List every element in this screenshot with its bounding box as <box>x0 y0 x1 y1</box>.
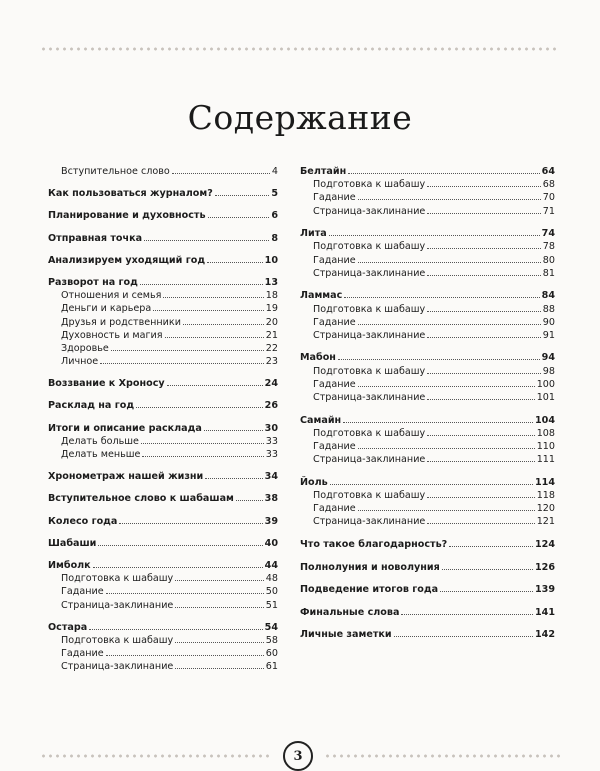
toc-entry-title: Гадание <box>313 378 356 390</box>
toc-subentry <box>300 427 555 440</box>
toc-entry-page: 141 <box>534 606 555 618</box>
toc-entry-page: 5 <box>271 188 278 200</box>
toc-section-entry <box>48 621 278 634</box>
toc-entry-title: Страница-заклинание <box>313 205 426 217</box>
toc-entry-title: Страница-заклинание <box>313 516 426 528</box>
toc-subentry <box>300 515 555 528</box>
toc-entry-title: Подготовка к шабашу <box>313 365 426 377</box>
toc-subentry <box>300 489 555 502</box>
dot-leader <box>144 240 269 241</box>
dot-leader <box>338 359 540 360</box>
toc-entry-title: Личное <box>61 356 99 368</box>
toc-entry-title: Ламмас <box>300 290 343 302</box>
dot-leader <box>236 500 263 501</box>
dot-leader <box>167 385 263 386</box>
dot-leader <box>93 567 263 568</box>
toc-entry-title: Здоровье <box>61 342 109 354</box>
toc-entry-title: Гадание <box>313 503 356 515</box>
toc-entry-title: Гадание <box>61 586 104 598</box>
dot-leader <box>204 430 263 431</box>
toc-entry-page: 60 <box>265 648 278 660</box>
toc-section-entry <box>300 476 555 489</box>
toc-entry-page: 111 <box>536 454 555 466</box>
toc-entry-page: 88 <box>542 303 555 315</box>
toc-subentry <box>300 205 555 218</box>
toc-entry-title: Страница-заклинание <box>313 329 426 341</box>
toc-entry-title: Страница-заклинание <box>313 392 426 404</box>
toc-entry-title: Хронометраж нашей жизни <box>48 471 204 483</box>
toc-section-entry <box>48 559 278 572</box>
toc-entry-title: Гадание <box>313 441 356 452</box>
toc-entry-page: 139 <box>534 584 555 596</box>
dot-leader <box>183 324 264 325</box>
toc-entry-page: 30 <box>264 422 278 434</box>
dot-leader <box>358 262 541 263</box>
dot-leader <box>442 569 533 570</box>
toc-entry-page: 120 <box>536 503 555 515</box>
dot-leader <box>205 478 262 479</box>
toc-entry-page: 100 <box>536 378 555 390</box>
toc-subentry <box>48 448 278 461</box>
dot-leader <box>119 523 262 524</box>
toc-entry-title: Гадание <box>61 648 104 660</box>
dot-leader <box>358 386 535 387</box>
toc-entry-title: Страница-заклинание <box>61 661 174 673</box>
dot-leader <box>330 484 533 485</box>
toc-subentry <box>48 647 278 660</box>
dot-leader <box>427 186 541 187</box>
dot-leader <box>175 607 263 608</box>
toc-entry-page: 4 <box>271 166 278 177</box>
toc-entry-title: Подготовка к шабашу <box>313 303 426 315</box>
dot-leader <box>449 546 533 547</box>
toc-entry-page: 21 <box>265 329 278 341</box>
toc-section-entry <box>300 606 555 619</box>
dot-leader <box>140 284 263 285</box>
toc-right-column <box>300 165 555 641</box>
toc-entry-page: 38 <box>264 493 278 505</box>
toc-entry-page: 71 <box>542 205 555 217</box>
toc-entry-page: 19 <box>265 303 278 315</box>
toc-entry-page: 91 <box>542 329 555 341</box>
toc-entry-page: 10 <box>264 254 278 266</box>
toc-entry-title: Подведение итогов года <box>300 584 439 596</box>
dot-leader <box>394 636 533 637</box>
dot-leader <box>106 593 264 594</box>
toc-section-entry <box>300 538 555 551</box>
toc-entry-title: Мабон <box>300 352 336 364</box>
toc-entry-page: 18 <box>265 290 278 302</box>
toc-entry-title: Подготовка к шабашу <box>313 241 426 253</box>
dot-leader <box>427 373 541 374</box>
dot-leader <box>427 399 534 400</box>
toc-subentry <box>300 440 555 453</box>
toc-entry-title: Подготовка к шабашу <box>61 634 174 646</box>
toc-subentry <box>48 302 278 315</box>
toc-entry-title: Личные заметки <box>300 629 392 641</box>
dot-leader <box>163 297 263 298</box>
toc-subentry <box>48 329 278 342</box>
toc-entry-title: Отношения и семья <box>61 290 162 302</box>
toc-section-entry <box>48 254 278 267</box>
toc-entry-page: 124 <box>534 538 555 550</box>
toc-entry-title: Подготовка к шабашу <box>313 489 426 501</box>
toc-entry-page: 26 <box>264 400 278 412</box>
toc-section-entry <box>300 414 555 427</box>
toc-entry-page: 94 <box>541 352 555 364</box>
toc-entry-page: 142 <box>534 629 555 641</box>
dot-leader <box>98 545 262 546</box>
toc-entry-page: 58 <box>265 634 278 646</box>
dot-leader <box>172 173 270 174</box>
toc-section-entry <box>48 537 278 550</box>
toc-section-entry <box>300 289 555 302</box>
toc-entry-page: 33 <box>265 435 278 447</box>
dot-leader <box>427 461 534 462</box>
toc-entry-title: Белтайн <box>300 166 347 177</box>
toc-entry-title: Что такое благодарность? <box>300 538 448 550</box>
toc-entry-title: Полнолуния и новолуния <box>300 561 440 573</box>
dot-leader <box>427 497 534 498</box>
dot-leader <box>427 435 534 436</box>
toc-entry-page: 114 <box>534 476 555 488</box>
toc-subentry <box>48 634 278 647</box>
toc-entry-title: Итоги и описание расклада <box>48 422 202 434</box>
toc-entry-page: 33 <box>265 449 278 460</box>
toc-entry-title: Вступительное слово <box>61 166 170 177</box>
toc-subentry <box>300 502 555 515</box>
dot-leader <box>427 213 540 214</box>
toc-entry-page: 64 <box>541 166 555 177</box>
toc-entry-page: 22 <box>265 342 278 354</box>
dot-leader <box>427 337 540 338</box>
toc-section-entry <box>300 583 555 596</box>
toc-entry-title: Друзья и родственники <box>61 316 181 328</box>
toc-entry-page: 110 <box>536 441 555 452</box>
toc-subentry <box>300 378 555 391</box>
dot-leader <box>106 655 264 656</box>
toc-entry-title: Лита <box>300 228 327 240</box>
toc-section-entry <box>48 422 278 435</box>
toc-subentry <box>48 585 278 598</box>
toc-subentry <box>48 289 278 302</box>
toc-entry-page: 13 <box>264 276 278 288</box>
dot-leader <box>358 324 541 325</box>
toc-subentry <box>300 254 555 267</box>
top-dotted-border <box>40 47 560 51</box>
dot-leader <box>344 297 539 298</box>
toc-entry-page: 23 <box>265 356 278 368</box>
toc-section-entry <box>48 470 278 483</box>
toc-entry-page: 81 <box>542 267 555 279</box>
toc-subentry <box>300 267 555 280</box>
toc-entry-page: 54 <box>264 621 278 633</box>
dot-leader <box>89 629 262 630</box>
bottom-dotted-border-right <box>324 754 560 758</box>
toc-section-entry <box>300 227 555 240</box>
page-number: 3 <box>293 748 303 764</box>
toc-section-entry <box>300 628 555 641</box>
dot-leader <box>141 443 264 444</box>
toc-entry-page: 40 <box>264 537 278 549</box>
toc-entry-page: 68 <box>542 179 555 191</box>
toc-entry-page: 90 <box>542 316 555 328</box>
toc-section-entry <box>48 232 278 245</box>
toc-section-entry <box>48 377 278 390</box>
dot-leader <box>175 642 264 643</box>
dot-leader <box>208 217 270 218</box>
toc-entry-title: Гадание <box>313 316 356 328</box>
toc-entry-page: 61 <box>265 661 278 673</box>
toc-entry-title: Расклад на год <box>48 400 135 412</box>
dot-leader <box>358 510 535 511</box>
toc-section-entry <box>300 351 555 364</box>
toc-entry-page: 98 <box>542 365 555 377</box>
toc-entry-title: Гадание <box>313 254 356 266</box>
page-title: Содержание <box>187 98 413 137</box>
dot-leader <box>427 523 534 524</box>
toc-entry-title: Имболк <box>48 559 91 571</box>
dot-leader <box>142 456 263 457</box>
toc-entry-title: Йоль <box>300 476 328 488</box>
toc-entry-title: Колесо года <box>48 515 118 527</box>
toc-subentry <box>48 316 278 329</box>
toc-section-entry <box>48 399 278 412</box>
toc-section-entry <box>48 492 278 505</box>
toc-entry-page: 101 <box>536 392 555 404</box>
toc-entry-page: 48 <box>265 573 278 585</box>
toc-entry-title: Делать меньше <box>61 449 141 460</box>
toc-subentry <box>300 391 555 404</box>
toc-entry-page: 78 <box>542 241 555 253</box>
toc-subentry <box>300 303 555 316</box>
toc-subentry <box>300 329 555 342</box>
dot-leader <box>343 422 533 423</box>
toc-entry-page: 121 <box>536 516 555 528</box>
toc-entry-page: 50 <box>265 586 278 598</box>
toc-section-entry <box>48 187 278 200</box>
dot-leader <box>136 407 263 408</box>
dot-leader <box>329 235 540 236</box>
toc-entry-title: Страница-заклинание <box>313 267 426 279</box>
dot-leader <box>165 337 264 338</box>
toc-entry-page: 74 <box>541 228 555 240</box>
toc-entry-title: Гадание <box>313 192 356 204</box>
toc-section-entry <box>48 515 278 528</box>
dot-leader <box>207 262 263 263</box>
toc-entry-title: Подготовка к шабашу <box>313 179 426 191</box>
dot-leader <box>348 173 539 174</box>
toc-entry-title: Страница-заклинание <box>61 599 174 611</box>
toc-entry-title: Как пользоваться журналом? <box>48 188 213 200</box>
toc-entry-title: Анализируем уходящий год <box>48 254 206 266</box>
toc-section-entry <box>300 561 555 574</box>
toc-left-column <box>48 165 278 673</box>
toc-entry-title: Духовность и магия <box>61 329 163 341</box>
toc-entry-page: 104 <box>534 414 555 426</box>
toc-entry-title: Шабаши <box>48 537 97 549</box>
toc-subentry <box>300 365 555 378</box>
toc-entry-page: 70 <box>542 192 555 204</box>
toc-subentry <box>48 342 278 355</box>
toc-entry-page: 39 <box>264 515 278 527</box>
toc-entry-title: Финальные слова <box>300 606 400 618</box>
toc-entry-page: 6 <box>271 210 278 222</box>
toc-entry-page: 44 <box>264 559 278 571</box>
dot-leader <box>358 448 535 449</box>
toc-entry-title: Подготовка к шабашу <box>313 427 426 439</box>
dot-leader <box>427 248 541 249</box>
toc-section-entry <box>300 165 555 178</box>
toc-subentry <box>48 165 278 178</box>
toc-entry-page: 34 <box>264 471 278 483</box>
dot-leader <box>427 275 540 276</box>
dot-leader <box>358 199 541 200</box>
toc-entry-title: Отправная точка <box>48 232 143 244</box>
toc-subentry <box>48 435 278 448</box>
toc-entry-page: 118 <box>536 489 555 501</box>
toc-entry-page: 84 <box>541 290 555 302</box>
dot-leader <box>100 363 264 364</box>
toc-entry-page: 8 <box>271 232 278 244</box>
toc-subentry <box>300 316 555 329</box>
toc-subentry <box>48 660 278 673</box>
toc-entry-title: Воззвание к Хроносу <box>48 378 165 390</box>
toc-subentry <box>300 191 555 204</box>
toc-entry-title: Остара <box>48 621 88 633</box>
toc-subentry <box>48 599 278 612</box>
page-number-badge <box>283 741 313 771</box>
toc-entry-title: Планирование и духовность <box>48 210 206 222</box>
toc-entry-title: Страница-заклинание <box>313 454 426 466</box>
toc-section-entry <box>48 276 278 289</box>
bottom-dotted-border-left <box>40 754 272 758</box>
toc-subentry <box>48 355 278 368</box>
toc-entry-page: 80 <box>542 254 555 266</box>
toc-entry-page: 126 <box>534 561 555 573</box>
toc-entry-title: Деньги и карьера <box>61 303 152 315</box>
dot-leader <box>111 350 264 351</box>
dot-leader <box>153 310 264 311</box>
toc-subentry <box>300 178 555 191</box>
toc-entry-title: Самайн <box>300 414 342 426</box>
toc-entry-title: Делать больше <box>61 435 139 447</box>
toc-subentry <box>300 453 555 466</box>
dot-leader <box>401 614 533 615</box>
dot-leader <box>175 668 263 669</box>
dot-leader <box>175 580 264 581</box>
dot-leader <box>427 311 541 312</box>
toc-subentry <box>48 572 278 585</box>
toc-entry-page: 108 <box>536 427 555 439</box>
dot-leader <box>215 195 270 196</box>
toc-section-entry <box>48 209 278 222</box>
toc-subentry <box>300 240 555 253</box>
toc-entry-page: 51 <box>265 599 278 611</box>
toc-entry-title: Вступительное слово к шабашам <box>48 493 234 505</box>
toc-entry-page: 24 <box>264 378 278 390</box>
toc-entry-title: Разворот на год <box>48 276 138 288</box>
dot-leader <box>440 591 533 592</box>
toc-entry-page: 20 <box>265 316 278 328</box>
toc-entry-title: Подготовка к шабашу <box>61 573 174 585</box>
